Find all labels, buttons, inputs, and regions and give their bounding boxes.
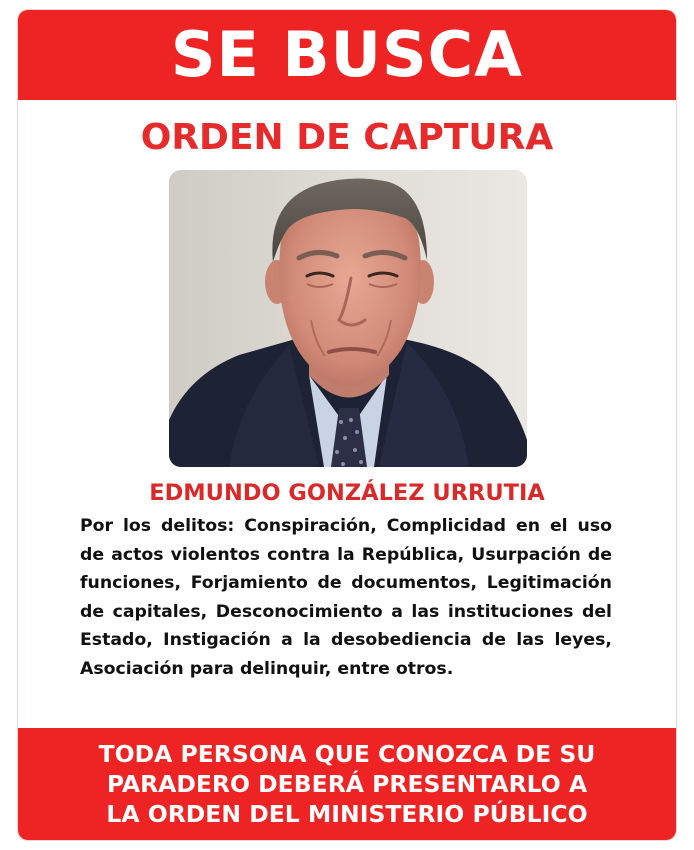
charges-text: Por los delitos: Conspiración, Complicidad en el uso de actos violentos contra la República, Usurpación de funciones, Forjamiento de documentos, Legitimación de capitales, Desconocimiento a las instituciones del Estado, Instigación a la desobediencia de las leyes, Asociación para delinquir, entre otros. (80, 516, 612, 679)
person-photo (169, 170, 527, 467)
poster-subtitle: ORDEN DE CAPTURA (140, 117, 554, 158)
poster-title: SE BUSCA (170, 18, 524, 91)
footer-line-3: LA ORDEN DEL MINISTERIO PÚBLICO (106, 800, 588, 828)
top-banner (18, 10, 676, 100)
person-name: EDMUNDO GONZÁLEZ URRUTIA (149, 480, 545, 506)
wanted-poster (18, 10, 676, 840)
footer-line-1: TODA PERSONA QUE CONOZCA DE SU (98, 740, 596, 768)
footer-line-2: PARADERO DEBERÁ PRESENTARLO A (106, 770, 588, 798)
bottom-banner (18, 728, 676, 840)
person-portrait-icon (169, 170, 527, 467)
